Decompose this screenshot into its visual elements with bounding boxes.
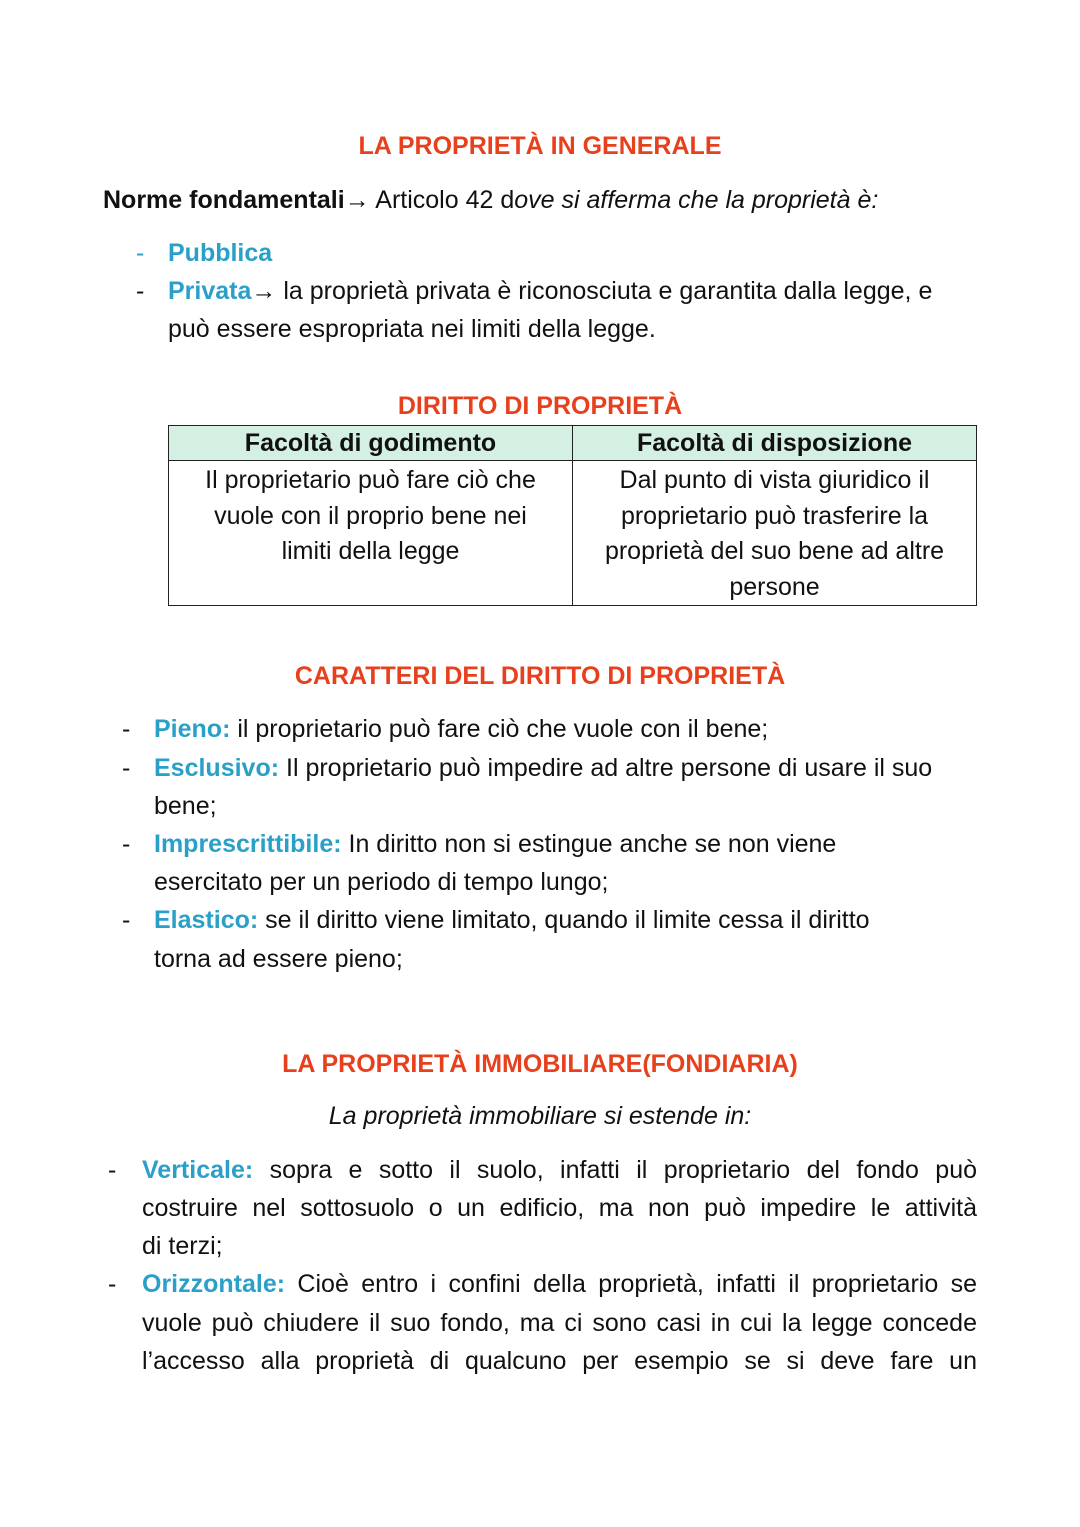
arrow-icon: →: [251, 277, 277, 305]
list-item-orizzontale: [142, 1270, 977, 1299]
list-item-elastico: [154, 906, 870, 935]
list-dash: -: [122, 906, 131, 934]
term-verticale: Verticale:: [142, 1156, 254, 1184]
list-dash: -: [108, 1156, 117, 1184]
term-pieno: Pieno:: [154, 715, 231, 743]
term-orizzontale: Orizzontale:: [142, 1270, 286, 1298]
item-text: Il proprietario può impedire ad altre persone di usare il suo: [279, 754, 933, 782]
item-text-continued: di terzi;: [142, 1232, 223, 1260]
item-text-continued: l’accesso alla proprietà di qualcuno per esempio se si deve fare un: [142, 1347, 977, 1375]
item-text-continued: esercitato per un periodo di tempo lungo;: [154, 868, 609, 896]
table-header-row: [169, 426, 977, 461]
list-dash: -: [122, 830, 131, 858]
cell-disposizione: [573, 461, 977, 606]
norme-line: [103, 186, 878, 215]
list-item-pieno: [154, 715, 768, 744]
list-item-imprescrittibile: [154, 830, 836, 859]
privata-text: la proprietà privata è riconosciuta e garantita dalla legge, e: [276, 277, 933, 305]
section-title-caratteri: CARATTERI DEL DIRITTO DI PROPRIETÀ: [294, 662, 786, 690]
cell-line: limiti della legge: [281, 537, 460, 565]
arrow-icon: →: [344, 186, 370, 214]
header-godimento: Facoltà di godimento: [169, 426, 573, 461]
term-elastico: Elastico:: [154, 906, 259, 934]
term-imprescrittibile: Imprescrittibile:: [154, 830, 342, 858]
item-text-continued: costruire nel sottosuolo o un edificio, ma non può impedire le attività: [142, 1194, 977, 1222]
section-subtitle: La proprietà immobiliare si estende in:: [328, 1102, 752, 1130]
norme-text-italic: ove si afferma che la proprietà è:: [514, 186, 879, 214]
list-item-privata: [168, 277, 932, 306]
list-item-esclusivo: [154, 754, 932, 783]
item-text: sopra e sotto il suolo, infatti il proprietario del fondo può: [253, 1156, 977, 1184]
rights-table: [168, 425, 977, 606]
list-dash: -: [122, 715, 131, 743]
section-title-proprieta-generale: LA PROPRIETÀ IN GENERALE: [358, 132, 722, 160]
cell-line: proprietario può trasferire la: [620, 501, 929, 530]
item-text: In diritto non si estingue anche se non viene: [341, 830, 837, 858]
list-dash: -: [136, 277, 145, 305]
list-item-pubblica: [168, 239, 272, 268]
item-text-continued: bene;: [154, 792, 217, 820]
header-disposizione: Facoltà di disposizione: [573, 426, 977, 461]
item-text: Cioè entro i confini della proprietà, infatti il proprietario se: [285, 1270, 977, 1298]
cell-line: Il proprietario può fare ciò che: [205, 466, 536, 494]
item-text: il proprietario può fare ciò che vuole con il bene;: [230, 715, 769, 743]
item-text-continued: vuole può chiudere il suo fondo, ma ci sono casi in cui la legge concede: [142, 1309, 977, 1337]
cell-line: proprietà del suo bene ad altre: [604, 537, 945, 565]
term-privata: Privata: [168, 277, 252, 305]
item-text-continued: torna ad essere pieno;: [154, 945, 403, 973]
table-title: DIRITTO DI PROPRIETÀ: [397, 392, 683, 420]
norme-label: Norme fondamentali: [103, 186, 345, 214]
list-item-verticale: [142, 1156, 977, 1185]
list-dash: -: [136, 239, 145, 267]
cell-line: vuole con il proprio bene nei: [214, 501, 527, 530]
cell-line: Dal punto di vista giuridico il: [619, 466, 930, 494]
term-esclusivo: Esclusivo:: [154, 754, 280, 782]
cell-godimento: [169, 461, 573, 606]
section-title-immobiliare: LA PROPRIETÀ IMMOBILIARE(FONDIARIA): [282, 1050, 798, 1078]
list-dash: -: [108, 1270, 117, 1298]
item-text: se il diritto viene limitato, quando il limite cessa il diritto: [258, 906, 870, 934]
norme-text: Articolo 42 d: [369, 186, 515, 214]
cell-line: persone: [729, 572, 820, 601]
privata-text-line2: può essere espropriata nei limiti della legge.: [168, 315, 656, 343]
table-row: [169, 461, 977, 606]
term-pubblica: Pubblica: [168, 239, 273, 267]
list-dash: -: [122, 754, 131, 782]
